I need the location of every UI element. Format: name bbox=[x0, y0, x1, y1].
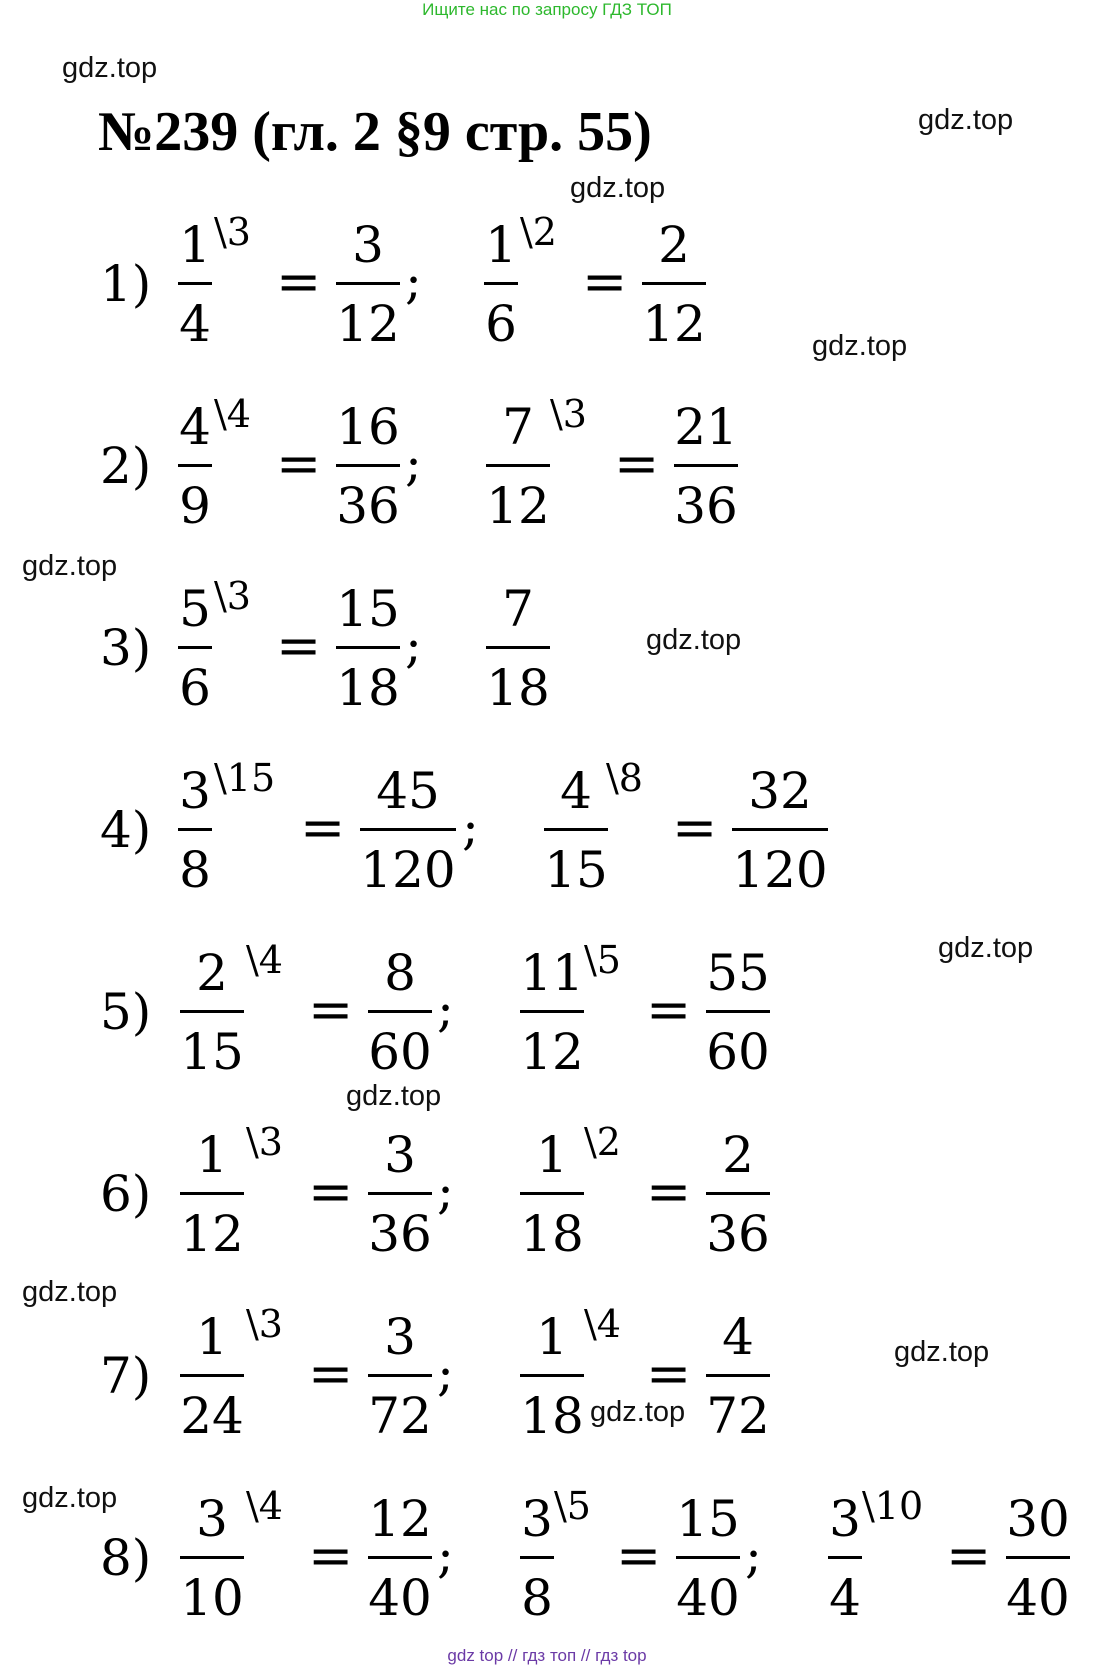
fraction bbox=[178, 216, 212, 353]
denominator: 15 bbox=[180, 1023, 244, 1081]
multiplier: \10 bbox=[862, 1484, 924, 1528]
equals-sign: = bbox=[646, 978, 692, 1041]
numerator: 3 bbox=[384, 1126, 416, 1184]
fraction bbox=[336, 580, 400, 717]
watermark: gdz.top bbox=[918, 104, 1014, 136]
equals-sign: = bbox=[646, 1160, 692, 1223]
fraction bbox=[642, 216, 706, 353]
equals-sign: = bbox=[672, 796, 718, 859]
equals-sign: = bbox=[614, 432, 660, 495]
numerator: 1 bbox=[179, 216, 211, 274]
exercise-row-6 bbox=[0, 1120, 1094, 1290]
numerator: 7 bbox=[502, 398, 534, 456]
fraction-bar bbox=[336, 282, 400, 285]
equals-sign: = bbox=[582, 250, 628, 313]
fraction-bar bbox=[178, 828, 212, 831]
fraction-bar bbox=[178, 464, 212, 467]
denominator: 8 bbox=[179, 841, 211, 899]
numerator: 2 bbox=[722, 1126, 754, 1184]
numerator: 4 bbox=[560, 762, 592, 820]
item-label: 8) bbox=[100, 1529, 152, 1587]
denominator: 18 bbox=[486, 659, 550, 717]
numerator: 3 bbox=[352, 216, 384, 274]
fraction-bar bbox=[1006, 1556, 1070, 1559]
denominator: 36 bbox=[706, 1205, 770, 1263]
multiplier: \2 bbox=[584, 1120, 621, 1164]
numerator: 8 bbox=[384, 944, 416, 1002]
semicolon: ; bbox=[437, 1526, 454, 1584]
denominator: 36 bbox=[336, 477, 400, 535]
equals-sign: = bbox=[946, 1524, 992, 1587]
numerator: 3 bbox=[829, 1490, 861, 1548]
fraction bbox=[520, 1308, 584, 1445]
fraction-bar bbox=[336, 646, 400, 649]
exercise-row-8 bbox=[0, 1484, 1094, 1654]
fraction-bar bbox=[706, 1192, 770, 1195]
fraction-bar bbox=[336, 464, 400, 467]
denominator: 9 bbox=[179, 477, 211, 535]
denominator: 36 bbox=[674, 477, 738, 535]
fraction bbox=[336, 398, 400, 535]
fraction bbox=[180, 1126, 244, 1263]
numerator: 30 bbox=[1006, 1490, 1070, 1548]
equals-sign: = bbox=[276, 614, 322, 677]
fraction-bar bbox=[178, 646, 212, 649]
numerator: 2 bbox=[658, 216, 690, 274]
semicolon: ; bbox=[462, 798, 479, 856]
semicolon: ; bbox=[437, 980, 454, 1038]
denominator: 72 bbox=[368, 1387, 432, 1445]
equals-sign: = bbox=[276, 432, 322, 495]
denominator: 40 bbox=[676, 1569, 740, 1627]
multiplier: \3 bbox=[246, 1120, 283, 1164]
fraction-bar bbox=[180, 1192, 244, 1195]
denominator: 15 bbox=[544, 841, 608, 899]
item-label: 3) bbox=[100, 619, 152, 677]
fraction-bar bbox=[484, 282, 518, 285]
fraction bbox=[486, 580, 550, 717]
fraction bbox=[178, 398, 212, 535]
exercise-row-5 bbox=[0, 938, 1094, 1108]
fraction-bar bbox=[520, 1010, 584, 1013]
denominator: 18 bbox=[520, 1387, 584, 1445]
fraction bbox=[484, 216, 518, 353]
denominator: 12 bbox=[642, 295, 706, 353]
fraction bbox=[520, 944, 584, 1081]
denominator: 18 bbox=[520, 1205, 584, 1263]
denominator: 4 bbox=[179, 295, 211, 353]
fraction-bar bbox=[520, 1192, 584, 1195]
watermark: gdz.top bbox=[62, 52, 158, 84]
equals-sign: = bbox=[308, 1524, 354, 1587]
watermark: gdz.top bbox=[22, 1276, 118, 1308]
multiplier: \3 bbox=[550, 392, 587, 436]
fraction bbox=[706, 944, 770, 1081]
numerator: 21 bbox=[674, 398, 738, 456]
denominator: 6 bbox=[179, 659, 211, 717]
numerator: 2 bbox=[196, 944, 228, 1002]
numerator: 3 bbox=[384, 1308, 416, 1366]
equals-sign: = bbox=[616, 1524, 662, 1587]
numerator: 4 bbox=[722, 1308, 754, 1366]
fraction-bar bbox=[828, 1556, 862, 1559]
footer-watermark: gdz top // гдз топ // гдз top bbox=[447, 1646, 647, 1665]
multiplier: \2 bbox=[520, 210, 557, 254]
numerator: 32 bbox=[748, 762, 812, 820]
fraction-bar bbox=[368, 1556, 432, 1559]
fraction-bar bbox=[642, 282, 706, 285]
watermark: gdz.top bbox=[590, 1396, 686, 1428]
denominator: 24 bbox=[180, 1387, 244, 1445]
fraction-bar bbox=[520, 1556, 554, 1559]
item-label: 2) bbox=[100, 437, 152, 495]
equals-sign: = bbox=[646, 1342, 692, 1405]
fraction bbox=[828, 1490, 862, 1627]
fraction bbox=[486, 398, 550, 535]
exercise-row-4 bbox=[0, 756, 1094, 926]
numerator: 1 bbox=[536, 1126, 568, 1184]
fraction-bar bbox=[360, 828, 456, 831]
watermark: gdz.top bbox=[894, 1336, 990, 1368]
numerator: 45 bbox=[376, 762, 440, 820]
fraction bbox=[180, 944, 244, 1081]
numerator: 55 bbox=[706, 944, 770, 1002]
fraction-bar bbox=[706, 1374, 770, 1377]
numerator: 1 bbox=[536, 1308, 568, 1366]
equals-sign: = bbox=[308, 1342, 354, 1405]
fraction bbox=[1006, 1490, 1070, 1627]
fraction-bar bbox=[180, 1374, 244, 1377]
fraction bbox=[368, 1490, 432, 1627]
numerator: 16 bbox=[336, 398, 400, 456]
fraction-bar bbox=[180, 1010, 244, 1013]
denominator: 120 bbox=[360, 841, 456, 899]
denominator: 12 bbox=[336, 295, 400, 353]
fraction-bar bbox=[368, 1192, 432, 1195]
item-label: 1) bbox=[100, 255, 152, 313]
numerator: 3 bbox=[179, 762, 211, 820]
fraction bbox=[336, 216, 400, 353]
page-title: №239 (гл. 2 §9 стр. 55) bbox=[98, 101, 652, 163]
numerator: 4 bbox=[179, 398, 211, 456]
fraction bbox=[178, 762, 212, 899]
multiplier: \4 bbox=[246, 1484, 283, 1528]
multiplier: \4 bbox=[246, 938, 283, 982]
multiplier: \15 bbox=[214, 756, 276, 800]
fraction bbox=[706, 1126, 770, 1263]
fraction-bar bbox=[674, 464, 738, 467]
item-label: 5) bbox=[100, 983, 152, 1041]
top-banner: Ищите нас по запросу ГДЗ ТОП bbox=[422, 0, 672, 19]
fraction-bar bbox=[368, 1010, 432, 1013]
fraction bbox=[178, 580, 212, 717]
multiplier: \3 bbox=[246, 1302, 283, 1346]
equals-sign: = bbox=[276, 250, 322, 313]
watermark: gdz.top bbox=[812, 330, 908, 362]
multiplier: \5 bbox=[584, 938, 621, 982]
fraction bbox=[180, 1308, 244, 1445]
denominator: 60 bbox=[706, 1023, 770, 1081]
denominator: 40 bbox=[1006, 1569, 1070, 1627]
fraction bbox=[732, 762, 828, 899]
multiplier: \5 bbox=[554, 1484, 591, 1528]
numerator: 1 bbox=[485, 216, 517, 274]
denominator: 12 bbox=[180, 1205, 244, 1263]
denominator: 18 bbox=[336, 659, 400, 717]
denominator: 12 bbox=[486, 477, 550, 535]
fraction-bar bbox=[178, 282, 212, 285]
fraction bbox=[544, 762, 608, 899]
fraction bbox=[706, 1308, 770, 1445]
fraction bbox=[520, 1490, 554, 1627]
watermark: gdz.top bbox=[346, 1080, 442, 1112]
denominator: 10 bbox=[180, 1569, 244, 1627]
watermark: gdz.top bbox=[570, 172, 666, 204]
fraction-bar bbox=[544, 828, 608, 831]
equals-sign: = bbox=[308, 1160, 354, 1223]
fraction-bar bbox=[676, 1556, 740, 1559]
fraction bbox=[368, 1308, 432, 1445]
watermark: gdz.top bbox=[646, 624, 742, 656]
multiplier: \4 bbox=[584, 1302, 621, 1346]
fraction-bar bbox=[486, 464, 550, 467]
fraction bbox=[368, 1126, 432, 1263]
denominator: 60 bbox=[368, 1023, 432, 1081]
fraction bbox=[676, 1490, 740, 1627]
multiplier: \8 bbox=[606, 756, 643, 800]
semicolon: ; bbox=[437, 1162, 454, 1220]
watermark: gdz.top bbox=[938, 932, 1034, 964]
numerator: 3 bbox=[196, 1490, 228, 1548]
denominator: 40 bbox=[368, 1569, 432, 1627]
numerator: 1 bbox=[196, 1308, 228, 1366]
equals-sign: = bbox=[300, 796, 346, 859]
numerator: 5 bbox=[179, 580, 211, 638]
denominator: 120 bbox=[732, 841, 828, 899]
fraction-bar bbox=[486, 646, 550, 649]
numerator: 15 bbox=[336, 580, 400, 638]
multiplier: \3 bbox=[214, 574, 251, 618]
equals-sign: = bbox=[308, 978, 354, 1041]
semicolon: ; bbox=[405, 616, 422, 674]
numerator: 3 bbox=[521, 1490, 553, 1548]
fraction bbox=[360, 762, 456, 899]
denominator: 8 bbox=[521, 1569, 553, 1627]
fraction bbox=[368, 944, 432, 1081]
denominator: 4 bbox=[829, 1569, 861, 1627]
fraction-bar bbox=[368, 1374, 432, 1377]
fraction bbox=[674, 398, 738, 535]
numerator: 15 bbox=[676, 1490, 740, 1548]
multiplier: \4 bbox=[214, 392, 251, 436]
denominator: 72 bbox=[706, 1387, 770, 1445]
exercise-row-1 bbox=[0, 210, 1094, 380]
semicolon: ; bbox=[405, 434, 422, 492]
fraction-bar bbox=[732, 828, 828, 831]
item-label: 4) bbox=[100, 801, 152, 859]
numerator: 11 bbox=[520, 944, 584, 1002]
numerator: 1 bbox=[196, 1126, 228, 1184]
multiplier: \3 bbox=[214, 210, 251, 254]
semicolon: ; bbox=[745, 1526, 762, 1584]
numerator: 12 bbox=[368, 1490, 432, 1548]
fraction-bar bbox=[520, 1374, 584, 1377]
item-label: 6) bbox=[100, 1165, 152, 1223]
denominator: 12 bbox=[520, 1023, 584, 1081]
exercise-row-2 bbox=[0, 392, 1094, 562]
exercise-row-7 bbox=[0, 1302, 1094, 1472]
fraction bbox=[520, 1126, 584, 1263]
semicolon: ; bbox=[437, 1344, 454, 1402]
denominator: 36 bbox=[368, 1205, 432, 1263]
watermark: gdz.top bbox=[22, 550, 118, 582]
fraction bbox=[180, 1490, 244, 1627]
watermark: gdz.top bbox=[22, 1482, 118, 1514]
exercise-row-3 bbox=[0, 574, 1094, 744]
fraction-bar bbox=[706, 1010, 770, 1013]
semicolon: ; bbox=[405, 252, 422, 310]
numerator: 7 bbox=[502, 580, 534, 638]
fraction-bar bbox=[180, 1556, 244, 1559]
item-label: 7) bbox=[100, 1347, 152, 1405]
denominator: 6 bbox=[485, 295, 517, 353]
